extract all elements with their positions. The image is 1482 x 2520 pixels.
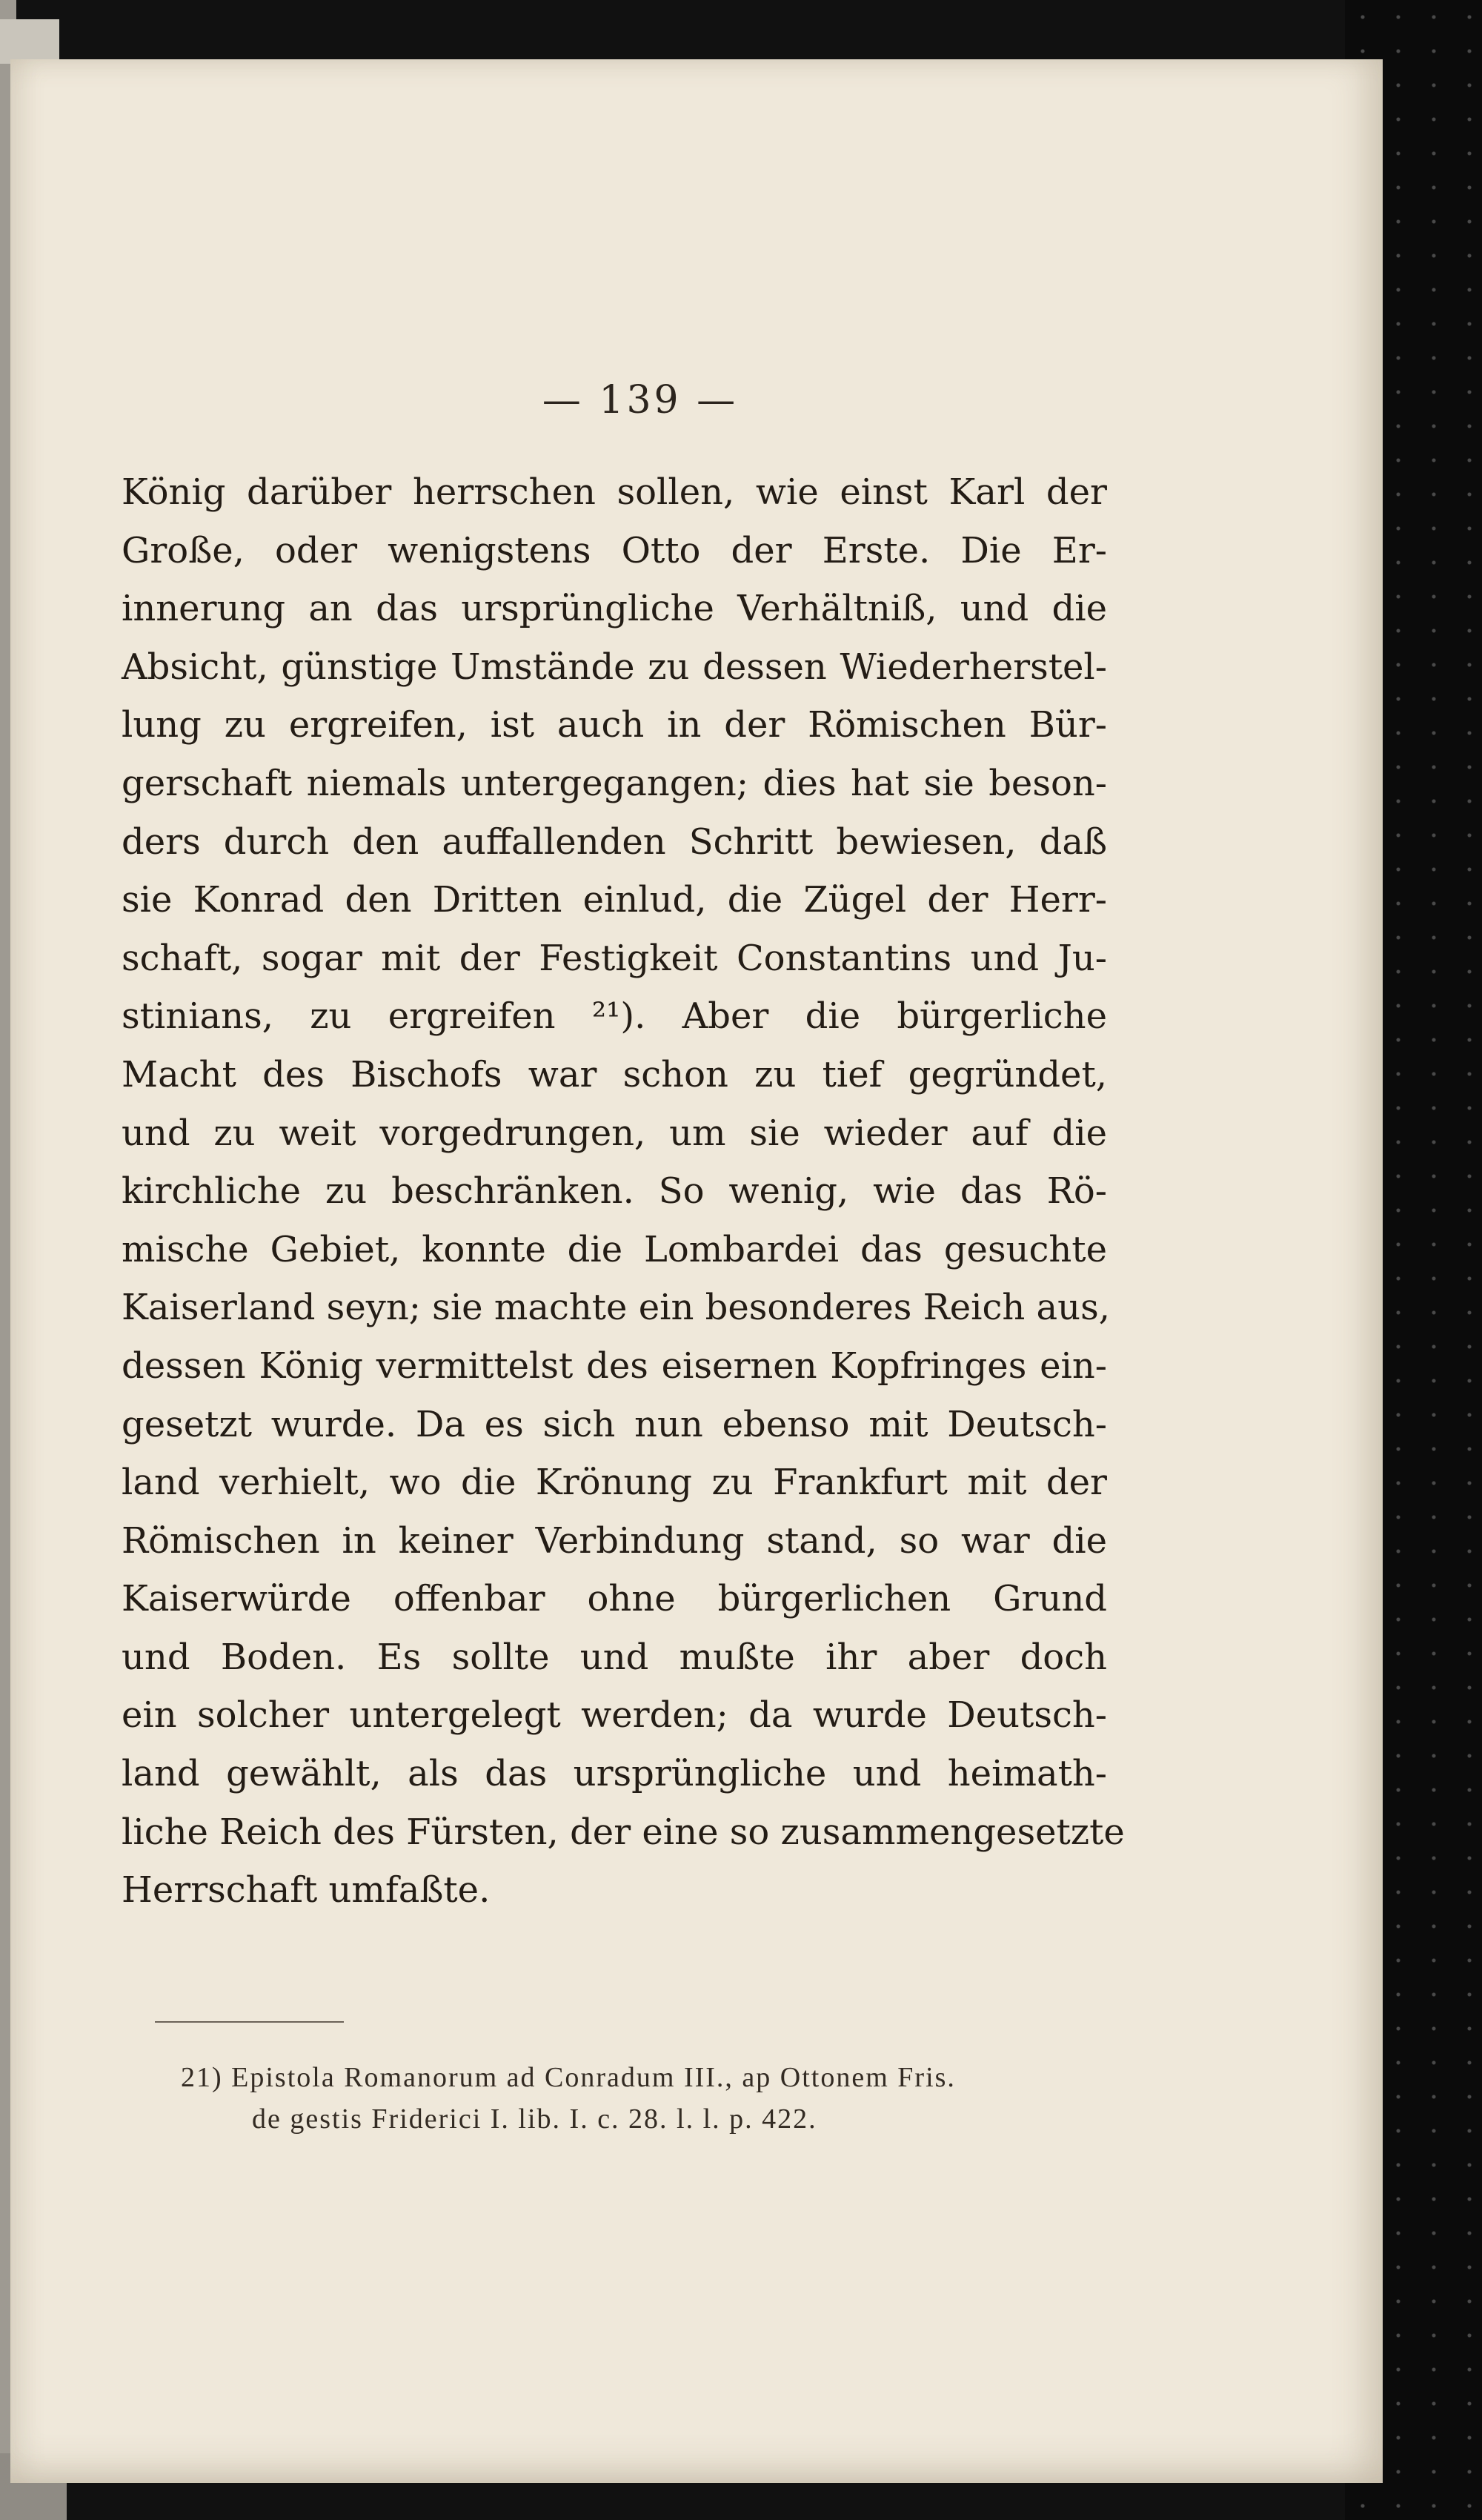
text-line: schaft, sogar mit der Festigkeit Constantins und Ju-: [122, 937, 1107, 979]
text-line: dessen König vermittelst des eisernen Kopfringes ein-: [122, 1344, 1107, 1387]
text-line: kirchliche zu beschränken. So wenig, wie das Rö-: [122, 1170, 1107, 1213]
text-line: und Boden. Es sollte und mußte ihr aber doch: [122, 1636, 1107, 1678]
text-line: liche Reich des Fürsten, der eine so zusammengesetzte: [122, 1811, 1125, 1853]
text-line: ein solcher untergelegt werden; da wurde Deutsch-: [122, 1694, 1107, 1737]
text-line: Römischen in keiner Verbindung stand, so war die: [122, 1519, 1107, 1562]
footnote-divider: [155, 2021, 344, 2023]
page-number: — 139 —: [542, 378, 739, 422]
text-line: innerung an das ursprüngliche Verhältniß, und die: [122, 588, 1107, 630]
book-page: [10, 59, 1383, 2483]
text-line: ders durch den auffallenden Schritt bewiesen, daß: [122, 820, 1107, 863]
footnote-line: 21) Epistola Romanorum ad Conradum III., ap Ottonem Fris.: [181, 2062, 956, 2093]
text-line: und zu weit vorgedrungen, um sie wieder auf die: [122, 1112, 1107, 1154]
footnote: [181, 2057, 1114, 2140]
body-text: [122, 463, 1125, 1920]
text-line: lung zu ergreifen, ist auch in der Römischen Bür-: [122, 704, 1107, 746]
text-line: Absicht, günstige Umstände zu dessen Wiederherstel-: [122, 646, 1107, 688]
text-line: sie Konrad den Dritten einlud, die Zügel der Herr-: [122, 879, 1107, 921]
text-line: gesetzt wurde. Da es sich nun ebenso mit Deutsch-: [122, 1403, 1107, 1445]
text-line: mische Gebiet, konnte die Lombardei das gesuchte: [122, 1228, 1107, 1270]
text-line: Herrschaft umfaßte.: [122, 1869, 491, 1911]
text-line: land verhielt, wo die Krönung zu Frankfurt mit der: [122, 1462, 1107, 1504]
text-line: land gewählt, als das ursprüngliche und heimath-: [122, 1753, 1107, 1795]
text-line: gerschaft niemals untergegangen; dies hat sie beson-: [122, 762, 1107, 804]
text-line: Kaiserland seyn; sie machte ein besonderes Reich aus,: [122, 1287, 1110, 1329]
text-line: Kaiserwürde offenbar ohne bürgerlichen Grund: [122, 1578, 1107, 1620]
text-line: König darüber herrschen sollen, wie einst Karl der: [122, 471, 1107, 513]
text-line: Macht des Bischofs war schon zu tief gegründet,: [122, 1053, 1107, 1095]
text-line: Große, oder wenigstens Otto der Erste. Die Er-: [122, 529, 1107, 571]
footnote-line: de gestis Friderici I. lib. I. c. 28. l. l. p. 422.: [252, 2103, 817, 2135]
scan-clip-top: [0, 19, 59, 64]
text-line: stinians, zu ergreifen ²¹). Aber die bürgerliche: [122, 995, 1107, 1038]
